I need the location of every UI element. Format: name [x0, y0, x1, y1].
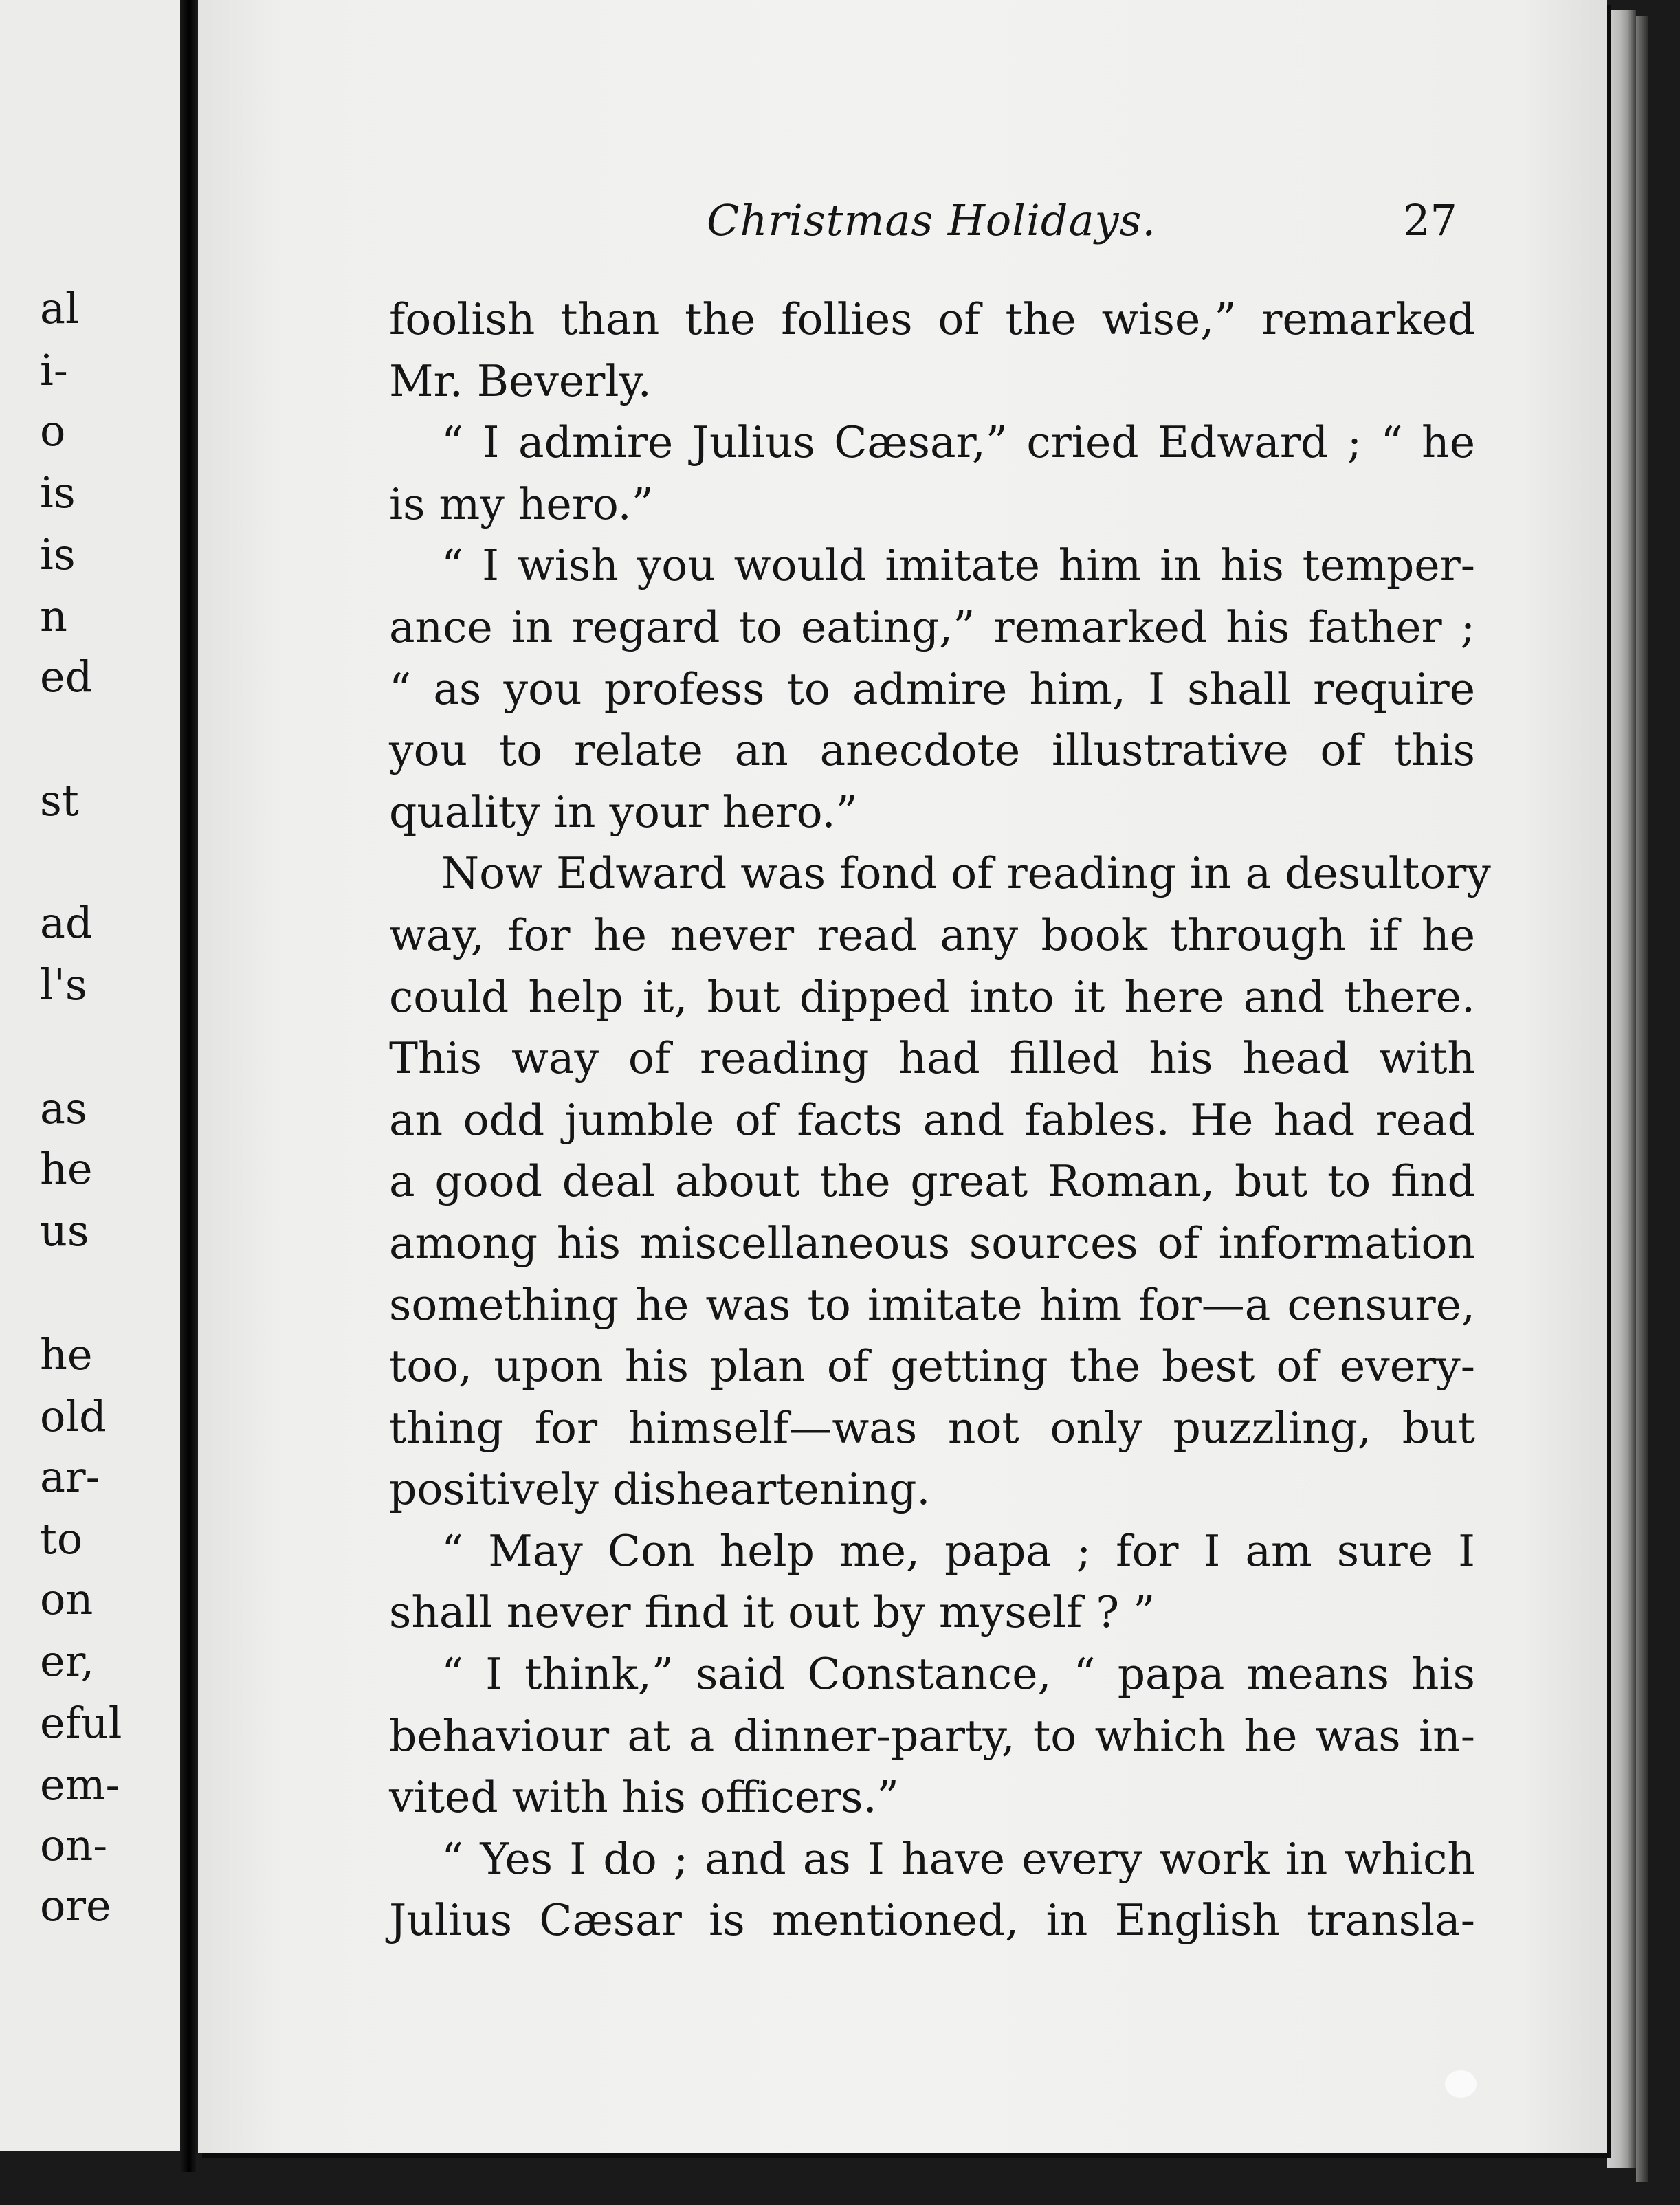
text-line: This way of reading had filled his head with [389, 1033, 1475, 1084]
body-text [389, 289, 1491, 1951]
text-line: “ I wish you would imitate him in his temper- [441, 540, 1475, 591]
text-line: Now Edward was fond of reading in a desultory [441, 848, 1491, 899]
line-end-fragment: ad [40, 898, 93, 948]
line-end-fragment: em- [40, 1760, 120, 1810]
line-end-fragment: i- [40, 345, 68, 395]
page-stack-edge [1607, 10, 1636, 2168]
line-end-fragment: he [40, 1144, 93, 1194]
line-end-fragment: ar- [40, 1452, 100, 1502]
text-line: vited with his officers.” [389, 1772, 899, 1823]
running-header [507, 195, 1490, 250]
text-line: something he was to imitate him for—a censure, [389, 1279, 1475, 1330]
paper-speck [1445, 2070, 1477, 2098]
line-end-fragment: as [40, 1083, 87, 1133]
text-line: shall never find it out by myself ? ” [389, 1587, 1156, 1638]
text-line: is my hero.” [389, 478, 654, 529]
line-end-fragment: us [40, 1206, 89, 1256]
text-line: among his miscellaneous sources of information [389, 1217, 1475, 1268]
line-end-fragment: on [40, 1574, 93, 1624]
line-end-fragment: ed [40, 652, 93, 702]
text-line: “ I admire Julius Cæsar,” cried Edward ; “ he [441, 417, 1475, 468]
text-line: ance in regard to eating,” remarked his father ; [389, 601, 1475, 652]
text-line: Julius Cæsar is mentioned, in English transla- [389, 1895, 1475, 1946]
text-line: way, for he never read any book through if he [389, 909, 1475, 960]
text-line: you to relate an anecdote illustrative of this [389, 725, 1475, 776]
running-title: Christmas Holidays. [707, 195, 1157, 245]
text-line: positively disheartening. [389, 1464, 931, 1515]
text-line: could help it, but dipped into it here and there. [389, 971, 1475, 1022]
line-end-fragment: he [40, 1329, 93, 1379]
text-line: an odd jumble of facts and fables. He had read [389, 1094, 1475, 1145]
line-end-fragment: on- [40, 1820, 108, 1870]
line-end-fragment: is [40, 529, 76, 579]
book-gutter [180, 0, 198, 2172]
line-end-fragment: old [40, 1391, 107, 1441]
text-line: foolish than the follies of the wise,” remarked [389, 294, 1475, 344]
line-end-fragment: o [40, 406, 66, 456]
text-line: “ I think,” said Constance, “ papa means his [441, 1649, 1475, 1700]
page-stack-shadow [1636, 16, 1648, 2182]
line-end-fragment: ore [40, 1881, 111, 1931]
text-line: behaviour at a dinner-party, to which he was in- [389, 1710, 1475, 1761]
text-line: “ Yes I do ; and as I have every work in which [441, 1833, 1475, 1884]
line-end-fragment: st [40, 775, 79, 826]
line-end-fragment: l's [40, 960, 87, 1010]
line-end-fragment: is [40, 467, 76, 518]
text-line: thing for himself—was not only puzzling, but [389, 1402, 1475, 1453]
previous-page-fragment [0, 0, 187, 2151]
page-number: 27 [1403, 195, 1457, 245]
text-line: “ as you profess to admire him, I shall require [389, 663, 1475, 714]
text-line: “ May Con help me, papa ; for I am sure I [441, 1525, 1475, 1576]
text-line: Mr. Beverly. [389, 355, 652, 406]
line-end-fragment: to [40, 1514, 83, 1564]
text-line: too, upon his plan of getting the best of every- [389, 1341, 1475, 1392]
line-end-fragment: n [40, 591, 67, 641]
line-end-fragment: al [40, 283, 79, 333]
line-end-fragment: eful [40, 1698, 122, 1748]
line-end-fragment: er, [40, 1636, 95, 1686]
text-line: quality in your hero.” [389, 786, 858, 837]
text-line: a good deal about the great Roman, but to find [389, 1156, 1475, 1207]
